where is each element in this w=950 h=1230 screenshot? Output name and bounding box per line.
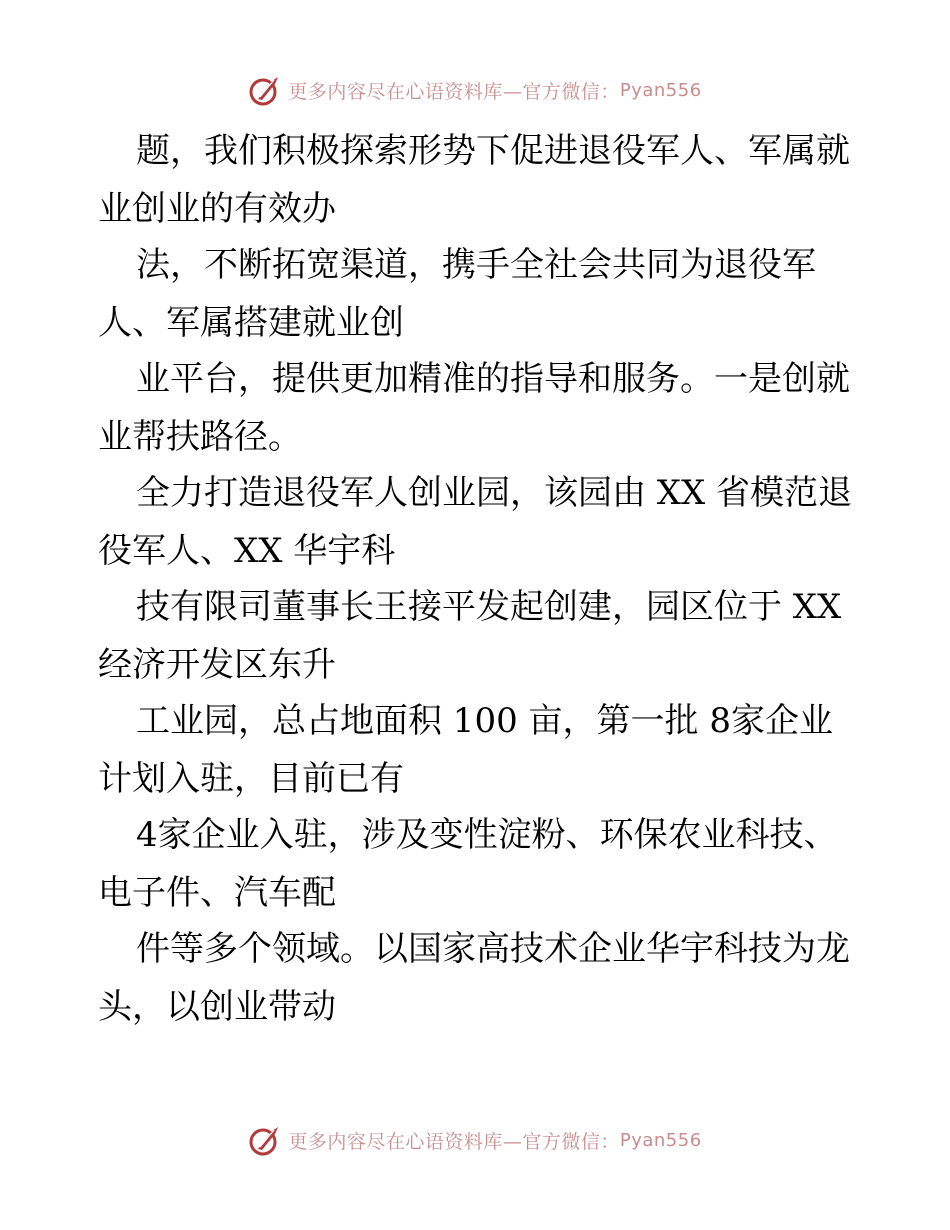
- text-line: 业平台，提供更加精准的指导和服务。一是创就: [136, 359, 850, 399]
- text-line: 4家企业入驻，涉及变性淀粉、环保农业科技、: [136, 815, 838, 855]
- watermark-text: 更多内容尽在心语资料库—官方微信：: [288, 1130, 620, 1153]
- text-line: 电子件、汽车配: [98, 873, 336, 913]
- text-line: 计划入驻，目前已有: [98, 759, 404, 799]
- footer-watermark: [0, 1120, 950, 1160]
- paragraph: [98, 462, 858, 576]
- quill-logo-icon: [248, 73, 282, 107]
- text-line: 人、军属搭建就业创: [98, 303, 404, 343]
- watermark-wechat-id: Pyan556: [619, 79, 702, 101]
- text-line: 法，不断拓宽渠道，携手全社会共同为退役军: [136, 245, 816, 285]
- quill-logo-icon: [248, 1123, 282, 1157]
- paragraph: [98, 918, 858, 1032]
- text-line: 件等多个领域。以国家高技术企业华宇科技为龙: [136, 929, 850, 969]
- text-line: 头，以创业带动: [98, 987, 336, 1027]
- watermark-wechat-id: Pyan556: [619, 1129, 702, 1151]
- text-line: 技有限司董事长王接平发起创建，园区位于 XX: [136, 587, 842, 627]
- watermark-text: 更多内容尽在心语资料库—官方微信：: [288, 80, 620, 103]
- paragraph: [98, 804, 858, 918]
- text-line: 全力打造退役军人创业园，该园由 XX 省模范退: [136, 473, 853, 513]
- paragraph: [98, 576, 858, 690]
- paragraph: [98, 348, 858, 462]
- header-watermark: [0, 70, 950, 110]
- text-line: 题，我们积极探索形势下促进退役军人、军属就: [136, 131, 850, 171]
- text-line: 役军人、XX 华宇科: [98, 531, 396, 571]
- text-line: 工业园，总占地面积 100 亩，第一批 8家企业: [136, 701, 833, 741]
- text-line: 业创业的有效办: [98, 189, 336, 229]
- text-line: 经济开发区东升: [98, 645, 336, 685]
- paragraph: [98, 690, 858, 804]
- text-line: 业帮扶路径。: [98, 417, 302, 457]
- paragraph: [98, 234, 858, 348]
- document-body: [98, 120, 858, 1032]
- paragraph: [98, 120, 858, 234]
